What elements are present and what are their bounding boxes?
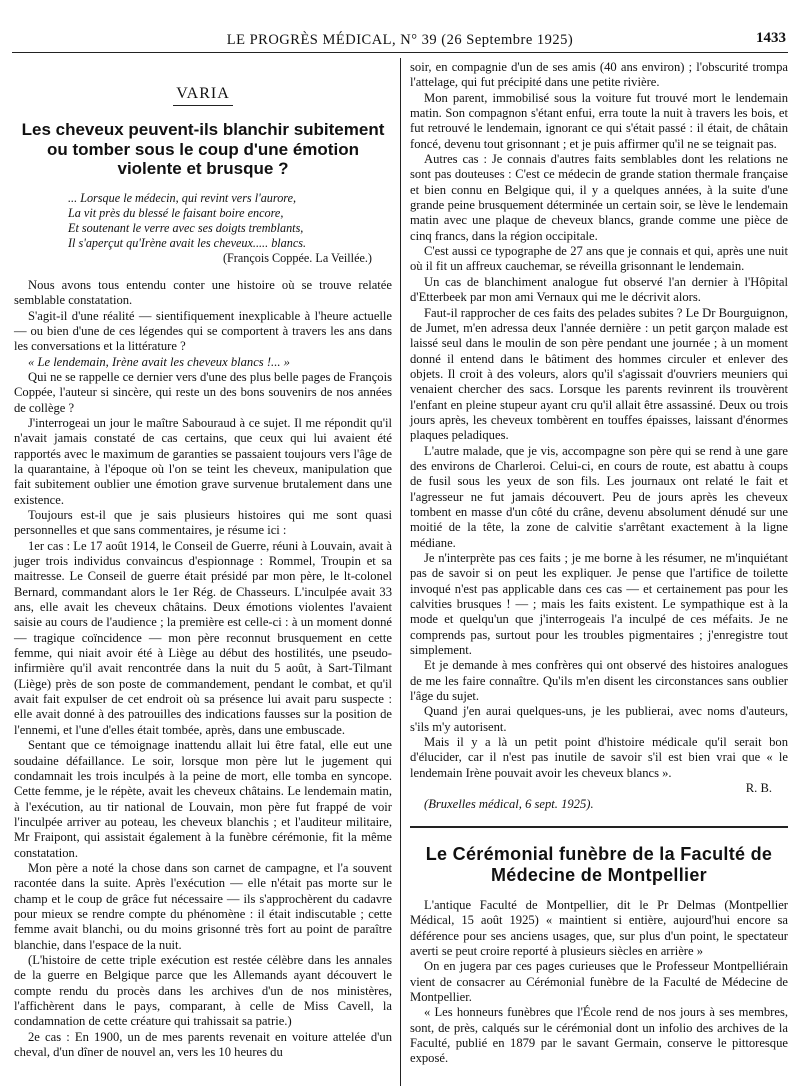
body-paragraph: Mon père a noté la chose dans son carnet de campagne, et l'a souvent racontée dans la suite. Après l'exécution — elle n'était pas morte sur le champ et le coup de grâce fut nécessaire — ils s'approchèrent du cadavre pour mieux se rendre compte du phénomène : il était indiscutable ; cette femme avait blanchi, ou du moins grisonné très fort au point de paraître blanchie, dans l'espace de la nuit. [14,860,392,952]
section-rule [173,105,233,106]
running-head-title: LE PROGRÈS MÉDICAL, N° 39 (26 Septembre 1925) [226,32,574,48]
column-divider [400,58,401,1086]
body-paragraph: Quand j'en aurai quelques-uns, je les publierai, avec noms d'auteurs, s'ils m'y autorisent. [410,704,788,734]
body-paragraph: Autres cas : Je connais d'autres faits semblables dont les relations ne sont pas douteuses : C'est ce médecin de grande station thermale française et bien connu en Belgique qui, il y a quelques années, à la suite d'une grande peine brusquement déterminée un certain soir, se lève le lendemain matin avec une plaque de cheveux blancs, grande comme une pièce de cinq francs, dans la région occipitale. [410,152,788,243]
body-paragraph: S'agit-il d'une réalité — sientifiquement inexplicable à l'heure actuelle — ou bien d'une de ces légendes qui se comportent à travers les ans dans les conversations et la littérature ? [14,308,392,354]
header-rule [12,52,788,53]
body-paragraph: On en jugera par ces pages curieuses que le Professeur Montpelliérain vient de consacrer au Cérémonial funèbre de la Faculté de Médecine de Montpellier. [410,959,788,1004]
body-paragraph: 2e cas : En 1900, un de mes parents revenait en voiture attelée d'un cheval, d'un dîner de nouvel an, vers les 10 heures du [14,1029,392,1060]
epigraph-line: Il s'aperçut qu'Irène avait les cheveux..... blancs. [68,235,307,250]
body-paragraph: « Les honneurs funèbres que l'École rend de nos jours à ses membres, sont, de près, calqués sur le cérémonial dont un infolio des archives de la Faculté, publié en 1879 par le savant Germain, conserve le pittoresque exposé. [410,1005,788,1066]
source-citation: (Bruxelles médical, 6 sept. 1925). [424,796,594,811]
body-paragraph: Un cas de blanchiment analogue fut observé l'an dernier à l'Hôpital d'Etterbeek par mon ami Vernaux qui me le décrivit alors. [410,274,788,305]
article-title: Les cheveux peuvent-ils blanchir subitement ou tomber sous le coup d'une émotion violente et brusque ? [21,120,385,179]
epigraph-line: La vit près du blessé le faisant boire encore, [68,205,284,220]
running-header [12,8,788,54]
body-paragraph: Faut-il rapprocher de ces faits des pelades subites ? Le Dr Bourguignon, de Jumet, m'en adressa deux l'année dernière : un petit garçon malade est laissé seul dans le moulin de son père pendant une journée ; à un moment donné il entend dans le bâtiment des hommes circuler et enlever des objets. Il croit à des voleurs, alors qu'il s'agissait d'ouvriers meuniers qui venaient chercher des sacs. Lorsque les parents revinrent ils trouvèrent l'enfant en pleine stupeur ayant cru qu'il allait être assassiné. Deux ou trois jours après, les cheveux tombèrent en touffes épaisses, laissant d'énormes plaques peladiques. [410,305,788,443]
body-paragraph: Je n'interprète pas ces faits ; je me borne à les résumer, ne m'inquiétant pas de savoir si on peut les expliquer. Je pense que l'artifice de toilette invoqué n'est pas applicable dans ces cas — et certainement pas pour les calvities brusques ! — ; mais les faits existent. Le sympathique est à la mode et quelqu'un que j'interrogeais l'a inculpé de ces méfaits. Je ne comprends pas, surtout pour les troubles pigmentaires ; j'enregistre tout simplement. [410,551,788,658]
epigraph [68,191,392,266]
left-column [14,60,392,1060]
body-paragraph: Toujours est-il que je sais plusieurs histoires qui me sont quasi personnelles et que sans commentaires, je résume ici : [14,508,392,538]
section-separator [410,826,788,828]
body-paragraph: Mais il y a là un petit point d'histoire médicale qu'il serait bon d'élucider, car il n'est pas inutile de savoir s'il est bien vrai que « le lendemain Irène pouvait avoir les cheveux blancs ». [410,735,788,780]
article-title-2: Le Cérémonial funèbre de la Faculté de Médecine de Montpellier [425,843,773,885]
page-number: 1433 [756,30,786,46]
body-paragraph: Sentant que ce témoignage inattendu allait lui être fatal, elle eut une soudaine défaillance. Le soir, lorsque mon père lut le jugement qui condamnait les trois inculpés à la peine de mort, elle tomba en syncope. Cette femme, je le répète, avait les cheveux châtains. Le lendemain matin, à l'exécution, au tir national de Louvain, mon père fut frappé de voir l'inculpée arriver au poteau, les cheveux blanchis ; et l'auditeur militaire, Mr Fraipont, qui assistait également à la funèbre cérémonie, fit la même constatation. [14,738,392,860]
body-paragraph: C'est aussi ce typographe de 27 ans que je connais et qui, après une nuit où il fit un affreux cauchemar, se réveilla grisonnant le lendemain. [410,244,788,274]
epigraph-attribution: (François Coppée. La Veillée.) [222,250,372,265]
body-paragraph: L'autre malade, que je vis, accompagne son père qui se rend à une gare des environs de Charleroi. Celui-ci, en cours de route, est abattu à coups de fusil sous les yeux de son fils. Les journaux ont relaté le fait et l'agresseur ne fut jamais découvert. Peu de jours après les cheveux tombent en masse d'un côté du crâne, devenu absolument dénudé sur une moitié de la tête, la zone de calvitie s'arrêtant exactement à la ligne médiane. [410,443,788,550]
body-paragraph: J'interrogeai un jour le maître Sabouraud à ce sujet. Il me répondit qu'il n'avait jamais constaté de cas certains, que ceux qui lui avaient été rapportés avec le maximum de garanties se passaient toujours vers l'âge de la quarantaine, à l'époque où l'on se teint les cheveux, manipulation que fait subitement oublier une émotion grave survenue brutalement dans une existence. [14,415,392,507]
section-heading: VARIA [176,85,230,102]
body-paragraph: Nous avons tous entendu conter une histoire où se trouve relatée semblable constatation. [14,277,392,308]
body-paragraph: 1er cas : Le 17 août 1914, le Conseil de Guerre, réuni à Louvain, avait à juger trois individus convaincus d'espionnage : Rommel, Troupin et sa maitresse. Le Conseil de guerre était présidé par mon père, le lt-colonel Bernard, commandant alors le 1er Rég. de Chasseurs. L'inculpée avait 33 ans, elle avait les cheveux châtains. Deux émotions violentes l'avaient saisie au cours de l'audience ; la première est celle-ci : à un moment donné — tragique coïncidence — mon père reconnut brusquement en cette femme, qui niait avoir été à Liège au début des hostilités, une pseudo-infirmière qu'il avait rencontrée dans la nuit du 5 août, à Sart-Tilmant (Liège) près de son poste de commandement, pendant le combat, et qu'il avait fait expulser de cet endroit où sa présence lui avait paru suspecte : elle avait donné à des patrouilles des indications fausses sur la position de l'ennemi, et l'une d'elles était tombée, après, dans une embuscade. [14,538,392,737]
epigraph-line: ... Lorsque le médecin, qui revint vers l'aurore, [68,190,297,205]
epigraph-line: Et soutenant le verre avec ses doigts tremblants, [68,220,304,235]
body-paragraph: (L'histoire de cette triple exécution est restée célèbre dans les annales de la guerre en Belgique parce que les Allemands ayant découvert le compte rendu du procès dans les archives d'un de nos ministères, l'affichèrent dans le pays, comparant, à celle de Miss Cavell, la condamnation de cette créature qui trahissait sa patrie.) [14,952,392,1029]
body-paragraph: « Le lendemain, Irène avait les cheveux blancs !... » [28,354,290,369]
body-paragraph: Et je demande à mes confrères qui ont observé des histoires analogues de me les faire connaître. Qu'ils m'en disent les circonstances sans oublier l'âge du sujet. [410,658,788,704]
body-paragraph: L'antique Faculté de Montpellier, dit le Pr Delmas (Montpellier Médical, 15 août 1925) « maintient si entière, aujourd'hui encore sa déférence pour ses anciens usages, que, sur plus d'un point, le spectateur averti se peut croire reporté à plusieurs siècles en arrière » [410,897,788,958]
body-paragraph: Mon parent, immobilisé sous la voiture fut trouvé mort le lendemain matin. Son compagnon s'étant enfui, erra toute la nuit à travers les bois, et fut retrouvé le lendemain, ignorant ce qui s'était passé : il était, de châtain foncé, devenu tout grisonnant ; et je puis affirmer qu'il ne se teignait pas. [410,90,788,151]
body-paragraph: soir, en compagnie d'un de ses amis (40 ans environ) ; l'obscurité trompa l'attelage, qui fut précipité dans une petite rivière. [410,60,788,90]
author-signature: R. B. [745,781,772,796]
right-column [410,60,788,1067]
body-paragraph: Qui ne se rappelle ce dernier vers d'une des plus belle pages de François Coppée, l'auteur si sincère, qui reste un des bons souvenirs de nos années de collège ? [14,369,392,415]
